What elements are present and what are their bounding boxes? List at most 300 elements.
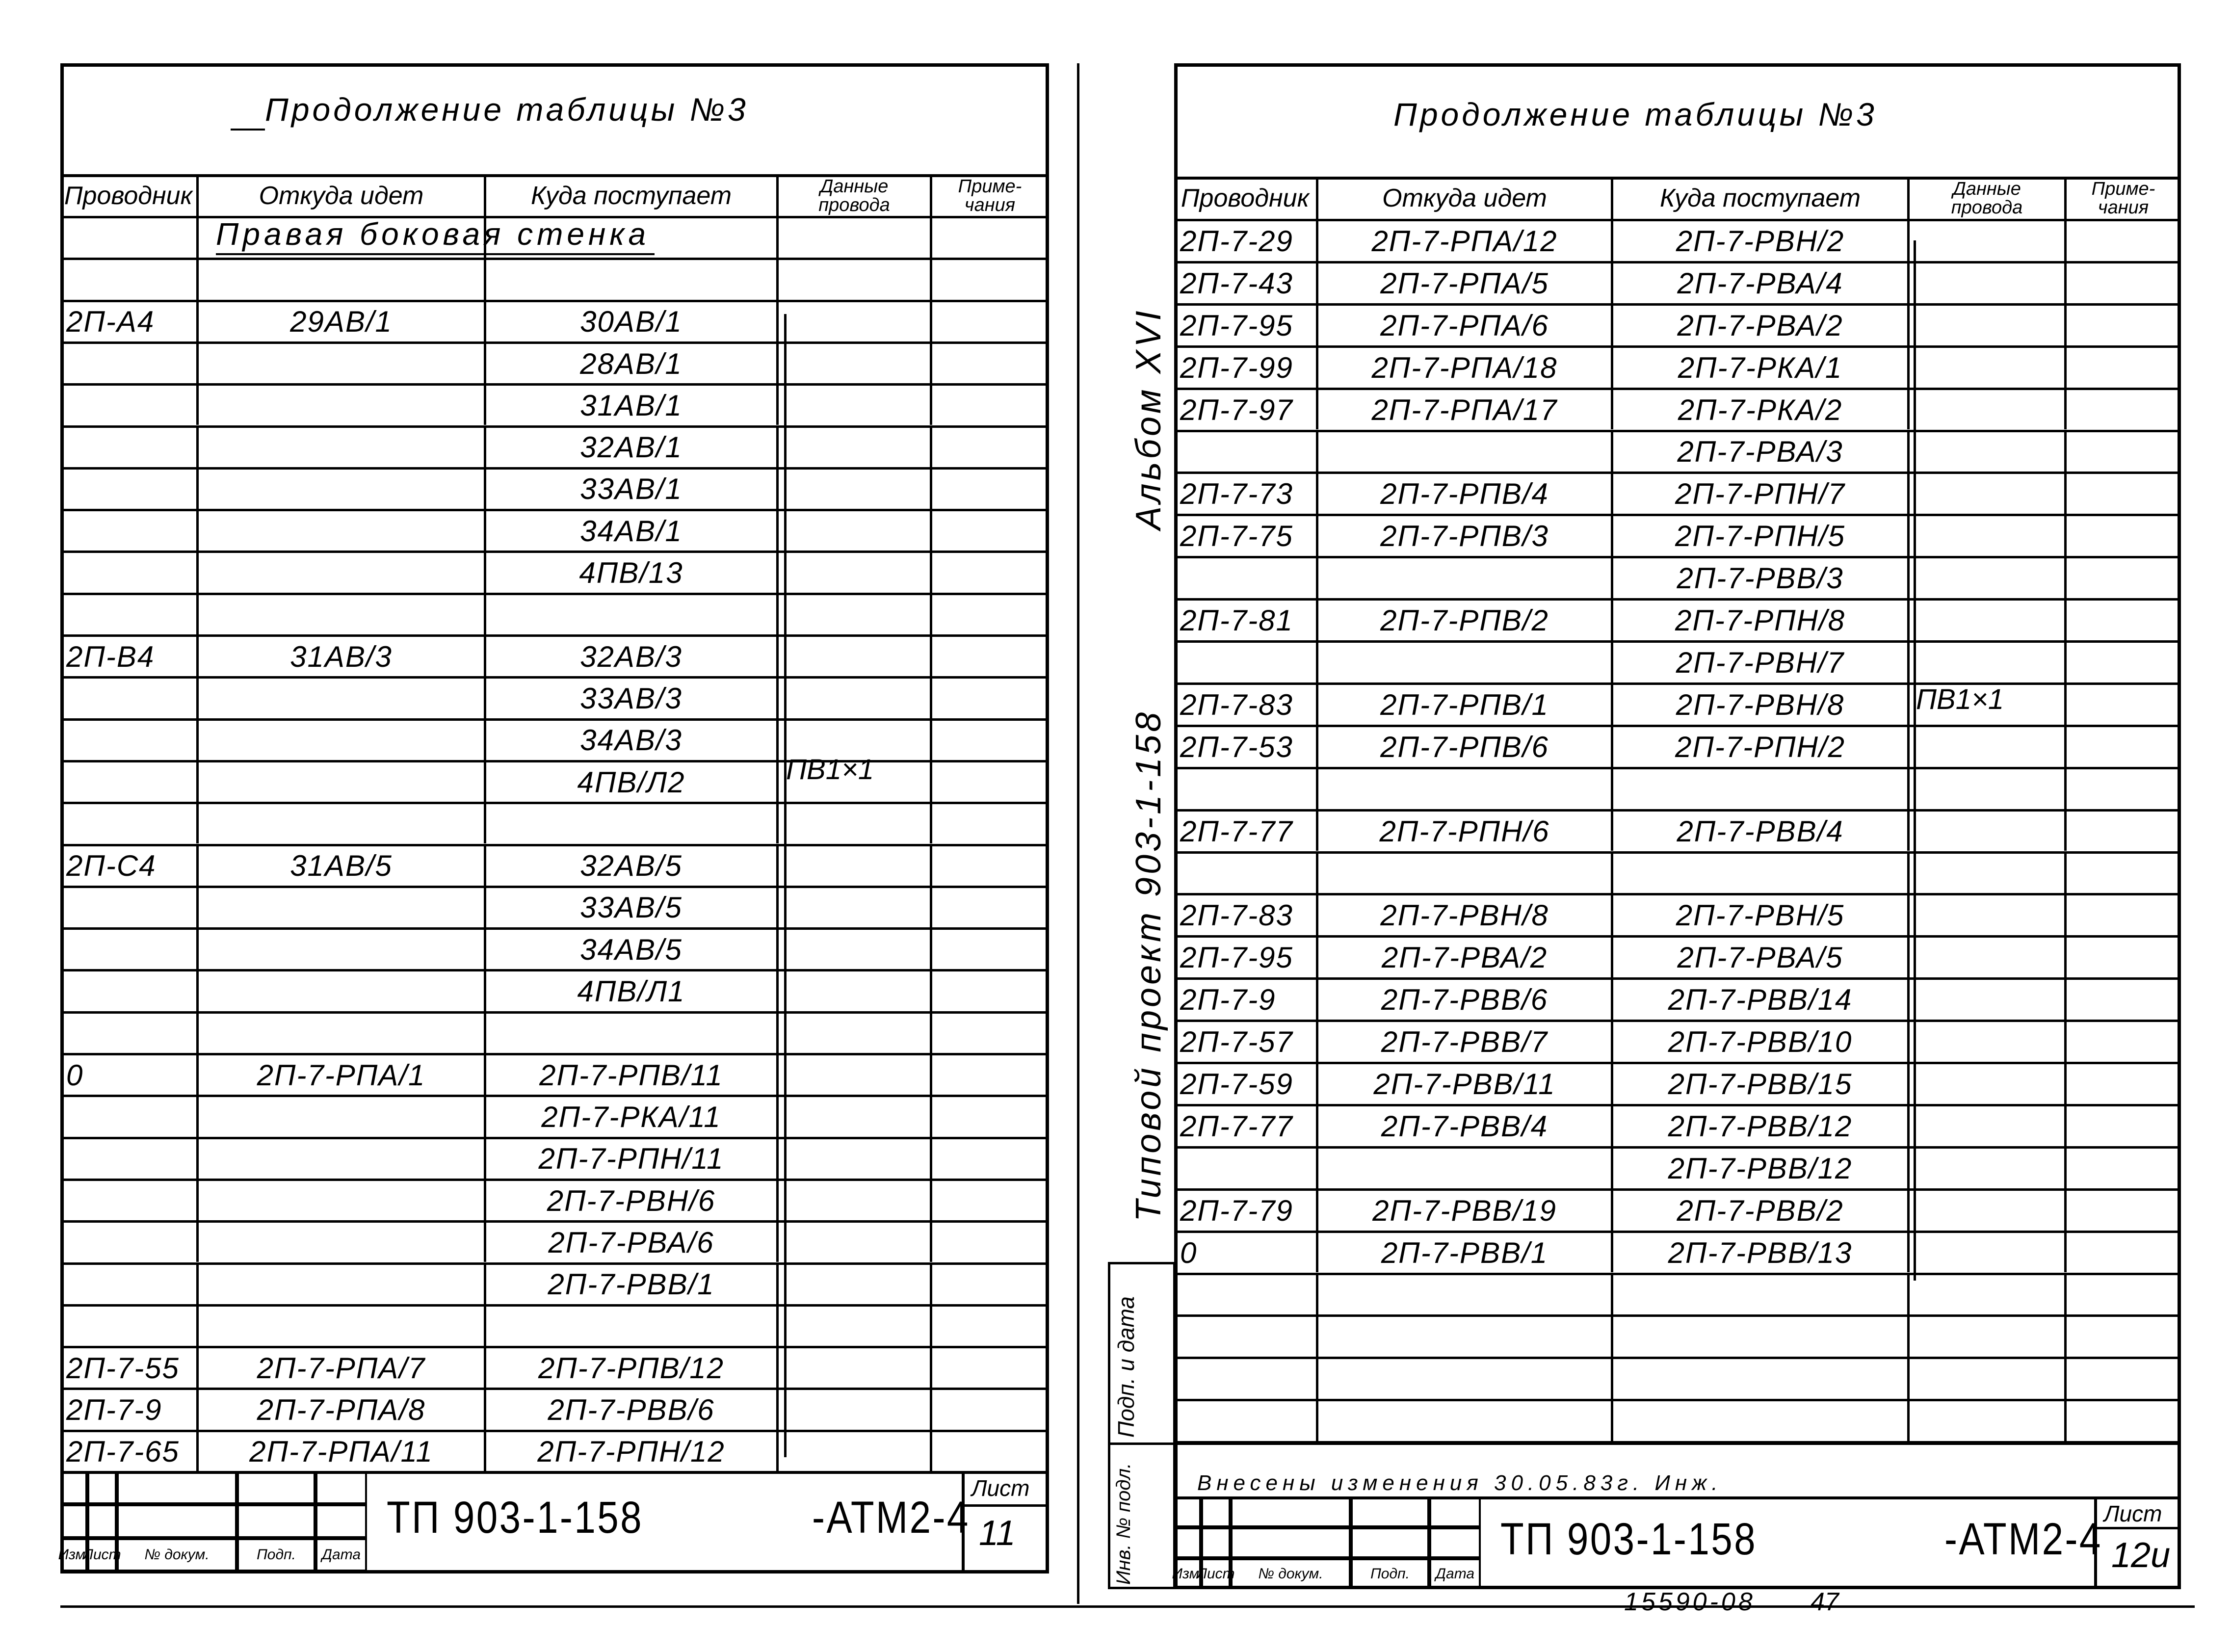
table-row xyxy=(60,1011,1048,1053)
conductor-cell: 2П-7-43 xyxy=(1174,263,1318,303)
table-row xyxy=(60,258,1048,299)
conductor-cell: 2П-7-29 xyxy=(1174,221,1318,261)
from-cell: 2П-7-РПН/6 xyxy=(1318,812,1613,851)
sheet-number: 11 xyxy=(979,1514,1016,1553)
to-cell xyxy=(486,1307,779,1346)
change-note: Внесены изменения 30.05.83г. Инж. xyxy=(1197,1471,1723,1495)
wire-data-cell xyxy=(1910,1317,2067,1357)
table-row xyxy=(60,969,1048,1011)
notes-cell xyxy=(2067,474,2180,514)
from-cell xyxy=(1318,1275,1613,1315)
conductor-cell: 2П-7-53 xyxy=(1174,727,1318,767)
from-cell: 2П-7-РПВ/1 xyxy=(1318,685,1613,725)
conductor-cell xyxy=(60,679,199,718)
conductor-cell xyxy=(60,762,199,802)
to-cell: 2П-7-РВВ/10 xyxy=(1613,1022,1910,1062)
stamp-cell xyxy=(87,1471,117,1504)
table-row xyxy=(1174,556,2180,598)
wire-data-cell xyxy=(1910,854,2067,893)
to-cell: 4ПВ/Л1 xyxy=(486,971,779,1011)
document-code: ТП 903-1-158 xyxy=(1500,1514,1758,1564)
sheet-number: 12и xyxy=(2111,1536,2171,1575)
conductor-cell: 2П-7-79 xyxy=(1174,1191,1318,1231)
to-cell: 2П-7-РПВ/12 xyxy=(486,1348,779,1388)
conductor-cell xyxy=(60,260,199,299)
notes-cell xyxy=(2067,1064,2180,1104)
to-cell: 2П-7-РПН/12 xyxy=(486,1432,779,1471)
notes-cell xyxy=(2067,558,2180,598)
to-cell xyxy=(486,595,779,634)
notes-cell xyxy=(2067,1191,2180,1231)
conductor-cell xyxy=(60,1139,199,1179)
conductor-cell: 2П-7-59 xyxy=(1174,1064,1318,1104)
notes-cell xyxy=(2067,895,2180,935)
header-text-line: Данные xyxy=(1953,179,2021,199)
table-row xyxy=(1174,472,2180,514)
to-cell: 2П-7-РПН/7 xyxy=(1613,474,1910,514)
wire-data-cell xyxy=(779,1348,932,1388)
sheet-label: Лист xyxy=(971,1475,1030,1501)
header-notes xyxy=(932,176,1048,216)
stamp-cell xyxy=(60,1504,87,1538)
to-cell: 32АВ/3 xyxy=(486,637,779,676)
wire-data-cell xyxy=(779,679,932,718)
wire-data-cell xyxy=(1910,1275,2067,1315)
to-cell xyxy=(1613,1317,1910,1357)
notes-cell xyxy=(932,470,1048,509)
notes-cell xyxy=(2067,1106,2180,1146)
document-mark: -АТМ2-4 xyxy=(812,1492,970,1543)
table-row xyxy=(1174,598,2180,640)
left-wire-bracket xyxy=(784,314,787,1457)
notes-cell xyxy=(2067,1317,2180,1357)
notes-cell xyxy=(932,344,1048,383)
conductor-cell: 2П-7-65 xyxy=(60,1432,199,1471)
table-row xyxy=(60,1346,1048,1388)
from-cell xyxy=(199,804,486,843)
from-cell xyxy=(199,762,486,802)
wire-data-cell xyxy=(779,930,932,969)
notes-cell xyxy=(932,846,1048,886)
conductor-cell xyxy=(1174,643,1318,682)
table-row xyxy=(60,467,1048,509)
project-label: Типовой проект 903-1-158 xyxy=(1129,709,1168,1222)
wire-data-cell xyxy=(1910,1233,2067,1273)
notes-cell xyxy=(2067,1359,2180,1399)
stamp-cell xyxy=(1351,1527,1429,1558)
stamp-col-5: Дата xyxy=(1429,1558,1481,1589)
from-cell: 2П-7-РВВ/4 xyxy=(1318,1106,1613,1146)
table-row xyxy=(60,1095,1048,1136)
wire-data-cell xyxy=(1910,1064,2067,1104)
stamp-cell xyxy=(1201,1527,1231,1558)
header-from: Откуда идет xyxy=(199,176,486,216)
stamp-cell xyxy=(1174,1527,1201,1558)
from-cell xyxy=(199,511,486,551)
conductor-cell xyxy=(1174,854,1318,893)
notes-cell xyxy=(932,302,1048,341)
conductor-cell xyxy=(1174,1275,1318,1315)
notes-cell xyxy=(932,386,1048,425)
to-cell: 2П-7-РВН/2 xyxy=(1613,221,1910,261)
from-cell xyxy=(199,1265,486,1304)
table-row xyxy=(1174,261,2180,303)
header-conductor: Проводник xyxy=(60,176,199,216)
from-cell: 2П-7-РВВ/19 xyxy=(1318,1191,1613,1231)
notes-cell xyxy=(932,1097,1048,1136)
to-cell xyxy=(486,804,779,843)
stamp-cell xyxy=(315,1504,367,1538)
from-cell xyxy=(199,1223,486,1262)
from-cell xyxy=(199,386,486,425)
to-cell: 2П-7-РВН/5 xyxy=(1613,895,1910,935)
to-cell: 33АВ/5 xyxy=(486,888,779,927)
notes-cell xyxy=(2067,980,2180,1020)
table-row xyxy=(1174,303,2180,345)
conductor-cell xyxy=(1174,1359,1318,1399)
wire-data-cell xyxy=(779,1223,932,1262)
wire-data-cell xyxy=(1910,601,2067,640)
from-cell xyxy=(1318,1317,1613,1357)
to-cell: 2П-7-РВВ/13 xyxy=(1613,1233,1910,1273)
to-cell: 2П-7-РПН/8 xyxy=(1613,601,1910,640)
table-row xyxy=(1174,514,2180,556)
to-cell: 2П-7-РВВ/3 xyxy=(1613,558,1910,598)
conductor-cell: 2П-С4 xyxy=(60,846,199,886)
to-cell xyxy=(486,1014,779,1053)
to-cell: 2П-7-РВВ/12 xyxy=(1613,1149,1910,1188)
conductor-cell: 2П-7-77 xyxy=(1174,812,1318,851)
stamp-col-3: № докум. xyxy=(1231,1558,1351,1589)
wire-data-cell xyxy=(779,1097,932,1136)
wire-data-cell xyxy=(1910,221,2067,261)
wire-data-cell xyxy=(779,1181,932,1220)
table-row xyxy=(1174,1399,2180,1441)
to-cell: 33АВ/3 xyxy=(486,679,779,718)
wire-data-cell xyxy=(1910,474,2067,514)
table-row xyxy=(1174,1188,2180,1231)
notes-cell xyxy=(932,971,1048,1011)
table-row xyxy=(60,802,1048,843)
wire-data-cell xyxy=(779,1390,932,1429)
from-cell: 2П-7-РПА/11 xyxy=(199,1432,486,1471)
to-cell: 34АВ/5 xyxy=(486,930,779,969)
sheet-label: Лист xyxy=(2104,1501,2162,1526)
from-cell xyxy=(199,1181,486,1220)
stamp-col-5: Дата xyxy=(315,1538,367,1572)
from-cell xyxy=(199,260,486,299)
notes-cell xyxy=(2067,769,2180,809)
notes-cell xyxy=(2067,938,2180,977)
from-cell xyxy=(199,1139,486,1179)
from-cell: 2П-7-РПА/1 xyxy=(199,1055,486,1095)
wire-data-cell xyxy=(779,1307,932,1346)
table-row xyxy=(60,927,1048,969)
table-row xyxy=(1174,893,2180,935)
wire-data-cell xyxy=(1910,980,2067,1020)
stamp-cell xyxy=(87,1504,117,1538)
to-cell: 2П-7-РВВ/6 xyxy=(486,1390,779,1429)
header-text-line: Приме- xyxy=(2091,179,2155,199)
conductor-cell: 2П-7-75 xyxy=(1174,516,1318,556)
table-row xyxy=(60,509,1048,551)
change-row-line xyxy=(1174,1442,2180,1445)
table-row xyxy=(60,425,1048,467)
document-mark: -АТМ2-4 xyxy=(1944,1514,2102,1564)
from-cell: 2П-7-РВН/8 xyxy=(1318,895,1613,935)
archive-number: 15590-08 xyxy=(1624,1588,1756,1616)
from-cell: 2П-7-РПВ/6 xyxy=(1318,727,1613,767)
table-row xyxy=(60,1430,1048,1471)
to-cell xyxy=(1613,1401,1910,1441)
conductor-cell xyxy=(60,1097,199,1136)
from-cell xyxy=(1318,643,1613,682)
wire-data-cell xyxy=(779,1139,932,1179)
notes-cell xyxy=(2067,601,2180,640)
notes-cell xyxy=(932,1139,1048,1179)
right-wire-bracket xyxy=(1914,240,1916,1281)
wire-data-cell xyxy=(1910,348,2067,388)
notes-cell xyxy=(2067,854,2180,893)
from-cell xyxy=(199,428,486,467)
from-cell: 2П-7-РПА/18 xyxy=(1318,348,1613,388)
to-cell: 2П-7-РВВ/1 xyxy=(486,1265,779,1304)
table-row xyxy=(60,1220,1048,1262)
from-cell xyxy=(199,679,486,718)
conductor-cell: 2П-А4 xyxy=(60,302,199,341)
conductor-cell xyxy=(60,595,199,634)
notes-cell xyxy=(2067,516,2180,556)
notes-cell xyxy=(932,260,1048,299)
to-cell xyxy=(1613,1359,1910,1399)
table-row xyxy=(60,300,1048,341)
table-row xyxy=(1174,809,2180,851)
notes-cell xyxy=(2067,348,2180,388)
from-cell xyxy=(1318,1149,1613,1188)
notes-cell xyxy=(932,595,1048,634)
margin-stamp-divider xyxy=(1108,1442,1176,1445)
notes-cell xyxy=(2067,1275,2180,1315)
to-cell: 2П-7-РВА/4 xyxy=(1613,263,1910,303)
notes-cell xyxy=(2067,1401,2180,1441)
section-title: Правая боковая стенка xyxy=(216,216,655,255)
table-row xyxy=(60,760,1048,802)
wire-data-cell xyxy=(779,846,932,886)
from-cell: 2П-7-РВВ/1 xyxy=(1318,1233,1613,1273)
table-row xyxy=(1174,640,2180,682)
conductor-cell: 2П-7-57 xyxy=(1174,1022,1318,1062)
table-row xyxy=(1174,1062,2180,1104)
table-row xyxy=(1174,767,2180,809)
to-cell: 2П-7-РВН/7 xyxy=(1613,643,1910,682)
wire-data-cell xyxy=(779,344,932,383)
wire-data-cell xyxy=(1910,895,2067,935)
wire-data-cell xyxy=(779,511,932,551)
conductor-cell xyxy=(1174,558,1318,598)
conductor-cell: 2П-7-9 xyxy=(1174,980,1318,1020)
to-cell: 2П-7-РВА/6 xyxy=(486,1223,779,1262)
notes-cell xyxy=(932,1181,1048,1220)
conductor-cell: 2П-7-55 xyxy=(60,1348,199,1388)
table-row xyxy=(1174,388,2180,430)
stamp-cell xyxy=(1429,1527,1481,1558)
to-cell: 2П-7-РПН/11 xyxy=(486,1139,779,1179)
wire-data-cell xyxy=(1910,390,2067,430)
wire-data-cell xyxy=(779,888,932,927)
to-cell: 2П-7-РВВ/2 xyxy=(1613,1191,1910,1231)
to-cell xyxy=(1613,854,1910,893)
header-text-line: провода xyxy=(1951,197,2023,218)
table-row xyxy=(60,1053,1048,1095)
header-text-line: чания xyxy=(2098,197,2149,218)
notes-cell xyxy=(2067,390,2180,430)
conductor-cell: 0 xyxy=(1174,1233,1318,1273)
table-row xyxy=(60,1304,1048,1346)
conductor-cell xyxy=(1174,769,1318,809)
table-row xyxy=(1174,1231,2180,1273)
left-sheet-title: Продолжение таблицы №3 xyxy=(265,91,749,128)
conductor-cell: 2П-7-97 xyxy=(1174,390,1318,430)
notes-cell xyxy=(2067,1022,2180,1062)
table-row xyxy=(60,634,1048,676)
stamp-cell xyxy=(1231,1496,1351,1527)
to-cell: 32АВ/5 xyxy=(486,846,779,886)
notes-cell xyxy=(932,511,1048,551)
wire-data-cell xyxy=(1910,769,2067,809)
header-text-line: Данные xyxy=(820,176,889,197)
inv-no-label: Инв. № подл. xyxy=(1113,1463,1134,1585)
wire-data-cell xyxy=(1910,1022,2067,1062)
sheet-box-divider xyxy=(2094,1527,2180,1529)
stamp-cell xyxy=(237,1471,315,1504)
stamp-col-2: Лист xyxy=(87,1538,117,1572)
conductor-cell xyxy=(60,804,199,843)
to-cell xyxy=(1613,1275,1910,1315)
notes-cell xyxy=(2067,221,2180,261)
header-to: Куда поступает xyxy=(486,176,779,216)
header-from: Откуда идет xyxy=(1318,178,1613,219)
conductor-cell xyxy=(60,1265,199,1304)
stamp-col-4: Подп. xyxy=(1351,1558,1429,1589)
conductor-cell: 2П-7-77 xyxy=(1174,1106,1318,1146)
stamp-col-1: Изм. xyxy=(1174,1558,1201,1589)
table-row xyxy=(1174,430,2180,472)
notes-cell xyxy=(2067,1149,2180,1188)
table-row xyxy=(60,844,1048,886)
wire-data-cell xyxy=(1910,1401,2067,1441)
sheet-box-divider xyxy=(962,1504,1048,1507)
from-cell: 2П-7-РПВ/4 xyxy=(1318,474,1613,514)
conductor-cell: 2П-7-73 xyxy=(1174,474,1318,514)
to-cell xyxy=(486,260,779,299)
to-cell: 28АВ/1 xyxy=(486,344,779,383)
table-row xyxy=(60,383,1048,425)
notes-cell xyxy=(932,721,1048,760)
from-cell: 2П-7-РПА/5 xyxy=(1318,263,1613,303)
conductor-cell xyxy=(60,1181,199,1220)
wire-data-cell xyxy=(779,302,932,341)
table-row xyxy=(60,1179,1048,1220)
wire-data-cell xyxy=(779,1265,932,1304)
from-cell: 2П-7-РПА/6 xyxy=(1318,306,1613,345)
wire-data-cell xyxy=(779,804,932,843)
footer-line xyxy=(60,1605,2195,1608)
notes-cell xyxy=(932,930,1048,969)
conductor-cell xyxy=(60,511,199,551)
conductor-cell xyxy=(60,971,199,1011)
to-cell: 2П-7-РВА/3 xyxy=(1613,432,1910,472)
wire-data-cell xyxy=(1910,263,2067,303)
notes-cell xyxy=(2067,432,2180,472)
stamp-cell xyxy=(117,1504,237,1538)
sheet-divider xyxy=(1077,63,1079,1604)
notes-cell xyxy=(932,553,1048,592)
from-cell: 2П-7-РПА/7 xyxy=(199,1348,486,1388)
table-row xyxy=(1174,725,2180,767)
table-row xyxy=(60,886,1048,927)
from-cell: 2П-7-РВА/2 xyxy=(1318,938,1613,977)
wire-data-cell xyxy=(779,470,932,509)
from-cell xyxy=(1318,1359,1613,1399)
stamp-cell xyxy=(60,1471,87,1504)
notes-cell xyxy=(2067,263,2180,303)
from-cell xyxy=(1318,1401,1613,1441)
wire-data-cell xyxy=(1910,306,2067,345)
from-cell: 2П-7-РПВ/2 xyxy=(1318,601,1613,640)
table-row xyxy=(1174,682,2180,725)
to-cell: 2П-7-РВВ/12 xyxy=(1613,1106,1910,1146)
from-cell xyxy=(199,595,486,634)
from-cell: 31АВ/5 xyxy=(199,846,486,886)
wire-data-cell xyxy=(779,637,932,676)
table-row xyxy=(1174,851,2180,893)
stamp-cell xyxy=(1429,1496,1481,1527)
table-row xyxy=(1174,1146,2180,1188)
wire-data-cell xyxy=(779,218,932,258)
to-cell: 2П-7-РВВ/4 xyxy=(1613,812,1910,851)
conductor-cell xyxy=(60,344,199,383)
from-cell: 2П-7-РПА/8 xyxy=(199,1390,486,1429)
from-cell: 29АВ/1 xyxy=(199,302,486,341)
to-cell: 2П-7-РПВ/11 xyxy=(486,1055,779,1095)
wire-data-cell xyxy=(1910,432,2067,472)
to-cell: 2П-7-РПН/5 xyxy=(1613,516,1910,556)
header-notes xyxy=(2067,178,2180,219)
conductor-cell: 0 xyxy=(60,1055,199,1095)
notes-cell xyxy=(2067,643,2180,682)
to-cell: 32АВ/1 xyxy=(486,428,779,467)
conductor-cell xyxy=(1174,1401,1318,1441)
header-text-line: провода xyxy=(818,195,890,215)
conductor-cell xyxy=(60,386,199,425)
from-cell xyxy=(199,344,486,383)
conductor-cell: 2П-В4 xyxy=(60,637,199,676)
wire-data-cell xyxy=(1910,558,2067,598)
wire-data-cell xyxy=(1910,1149,2067,1188)
wire-data-cell xyxy=(1910,812,2067,851)
conductor-cell xyxy=(1174,1317,1318,1357)
header-text-line: Приме- xyxy=(958,176,1022,197)
from-cell xyxy=(199,1307,486,1346)
conductor-cell: 2П-7-95 xyxy=(1174,938,1318,977)
to-cell: 2П-7-РКА/2 xyxy=(1613,390,1910,430)
to-cell: 2П-7-РКА/11 xyxy=(486,1097,779,1136)
notes-cell xyxy=(2067,727,2180,767)
wire-data-cell xyxy=(1910,727,2067,767)
header-to: Куда поступает xyxy=(1613,178,1910,219)
from-cell xyxy=(199,1097,486,1136)
from-cell: 2П-7-РВВ/7 xyxy=(1318,1022,1613,1062)
